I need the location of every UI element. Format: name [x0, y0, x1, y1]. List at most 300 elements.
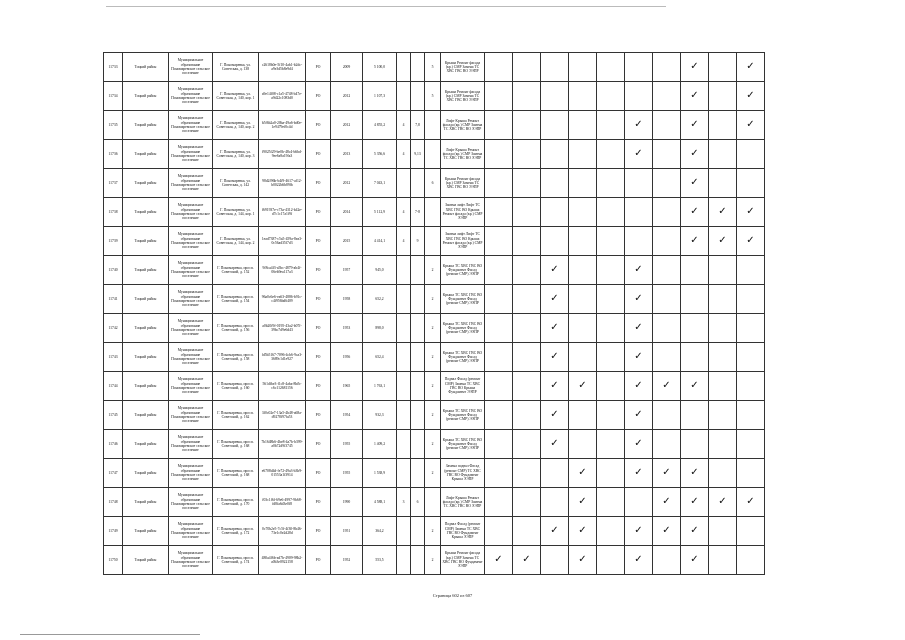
cell-area: 5 356,6	[363, 140, 397, 169]
cell-form: РО	[306, 227, 331, 256]
cell-check-9	[709, 430, 737, 459]
cell-owner: Муниципальное образование Пономаревское сельское поселение	[169, 169, 213, 198]
cell-area: 652,4	[363, 343, 397, 372]
cell-guid: 561dfbe3-f1c8-4aba-8bfb-c6c112681156	[259, 372, 306, 401]
cell-floors-range: 7,8	[411, 111, 425, 140]
cell-row-id: 11740	[104, 256, 123, 285]
cell-row-id: 11738	[104, 198, 123, 227]
check-icon: ✓	[718, 235, 727, 246]
cell-address: Г. Пономаревка, просп. Советский, д. 170	[213, 488, 259, 517]
cell-check-6	[625, 198, 653, 227]
cell-floors-range	[411, 517, 425, 546]
cell-check-9	[709, 227, 737, 256]
cell-floors: 6	[425, 169, 441, 198]
check-icon: ✓	[634, 467, 643, 478]
check-icon: ✓	[746, 90, 755, 101]
cell-area: 1 409,2	[363, 430, 397, 459]
cell-area: 1 763,1	[363, 372, 397, 401]
cell-area: 652,2	[363, 285, 397, 314]
cell-year-built: 1955	[331, 430, 363, 459]
cell-form: РО	[306, 459, 331, 488]
cell-lifts-count	[397, 53, 411, 82]
cell-check-6	[625, 111, 653, 140]
cell-address: Г. Пономаревка, ул. Советская, д. 144, кор. 1	[213, 198, 259, 227]
cell-check-1	[485, 459, 513, 488]
cell-check-3	[541, 53, 569, 82]
cell-owner: Муниципальное образование Пономаревское сельское поселение	[169, 459, 213, 488]
cell-row-id: 11742	[104, 314, 123, 343]
cell-check-10	[737, 430, 765, 459]
cell-form: РО	[306, 256, 331, 285]
check-icon: ✓	[746, 119, 755, 130]
cell-year-built: 1951	[331, 517, 363, 546]
check-icon: ✓	[662, 496, 671, 507]
cell-check-1	[485, 372, 513, 401]
cell-lifts-count: 4	[397, 111, 411, 140]
cell-work-types: Крыша ТС ХВС ГВС ВО Фундамент Фасад (ремонт СМР) ЭЭПР	[441, 430, 485, 459]
cell-check-6	[625, 546, 653, 575]
check-icon: ✓	[718, 206, 727, 217]
cell-row-id: 11744	[104, 372, 123, 401]
cell-guid: 98d2f96b-b4f9-4617-af12-b0022b6b89fb	[259, 169, 306, 198]
cell-row-id: 11748	[104, 488, 123, 517]
cell-year-built: 1957	[331, 256, 363, 285]
cell-district: Тоцкий район	[123, 227, 169, 256]
cell-check-1	[485, 256, 513, 285]
cell-owner: Муниципальное образование Пономаревское сельское поселение	[169, 546, 213, 575]
cell-check-3	[541, 111, 569, 140]
cell-check-2	[513, 285, 541, 314]
cell-check-3	[541, 198, 569, 227]
cell-check-1	[485, 198, 513, 227]
cell-district: Тоцкий район	[123, 430, 169, 459]
cell-floors-range	[411, 401, 425, 430]
table-row	[104, 401, 765, 430]
cell-check-3	[541, 285, 569, 314]
cell-form: РО	[306, 314, 331, 343]
housing-repair-table	[103, 52, 765, 575]
cell-lifts-count: 4	[397, 140, 411, 169]
cell-lifts-count	[397, 546, 411, 575]
cell-check-1	[485, 488, 513, 517]
cell-floors-range	[411, 169, 425, 198]
cell-floors: 2	[425, 401, 441, 430]
cell-check-5	[597, 343, 625, 372]
cell-check-6	[625, 169, 653, 198]
cell-check-2	[513, 459, 541, 488]
cell-check-7	[653, 169, 681, 198]
cell-floors: 5	[425, 53, 441, 82]
check-icon: ✓	[746, 61, 755, 72]
cell-check-1	[485, 517, 513, 546]
cell-area: 898,0	[363, 314, 397, 343]
cell-address: Г. Пономаревка, ул. Советская, д. 140, кор. 3	[213, 140, 259, 169]
check-icon: ✓	[578, 467, 587, 478]
cell-check-7	[653, 459, 681, 488]
cell-floors-range: 9	[411, 227, 425, 256]
check-icon: ✓	[550, 380, 559, 391]
cell-check-9	[709, 401, 737, 430]
cell-check-7	[653, 140, 681, 169]
check-icon: ✓	[634, 351, 643, 362]
cell-district: Тоцкий район	[123, 256, 169, 285]
cell-lifts-count	[397, 82, 411, 111]
check-icon: ✓	[634, 554, 643, 565]
cell-check-6	[625, 53, 653, 82]
check-icon: ✓	[550, 322, 559, 333]
check-icon: ✓	[662, 525, 671, 536]
cell-check-6	[625, 488, 653, 517]
cell-check-7	[653, 53, 681, 82]
cell-check-8	[681, 343, 709, 372]
table-row	[104, 111, 765, 140]
cell-form: РО	[306, 401, 331, 430]
cell-address: Г. Пономаревка, просп. Советский, д. 152	[213, 256, 259, 285]
cell-check-4	[569, 459, 597, 488]
cell-year-built: 1955	[331, 459, 363, 488]
cell-check-4	[569, 488, 597, 517]
cell-check-1	[485, 111, 513, 140]
cell-check-9	[709, 256, 737, 285]
cell-check-4	[569, 227, 597, 256]
cell-check-3	[541, 169, 569, 198]
cell-owner: Муниципальное образование Пономаревское сельское поселение	[169, 82, 213, 111]
cell-lifts-count	[397, 314, 411, 343]
check-icon: ✓	[662, 467, 671, 478]
cell-owner: Муниципальное образование Пономаревское сельское поселение	[169, 517, 213, 546]
cell-area: 932,3	[363, 401, 397, 430]
cell-check-4	[569, 285, 597, 314]
cell-check-9	[709, 488, 737, 517]
cell-form: РО	[306, 517, 331, 546]
cell-row-id: 11750	[104, 546, 123, 575]
check-icon: ✓	[578, 496, 587, 507]
cell-lifts-count: 4	[397, 227, 411, 256]
cell-area: 1 538,9	[363, 459, 397, 488]
table-row	[104, 53, 765, 82]
cell-work-types: Лифт Крыша Ремонт фасада (кр.) СМР Замена ТС ХВС ГВС ВО ЭЭПР	[441, 140, 485, 169]
cell-address: Г. Пономаревка, просп. Советский, д. 156	[213, 314, 259, 343]
cell-check-4	[569, 401, 597, 430]
check-icon: ✓	[634, 438, 643, 449]
cell-row-id: 11746	[104, 430, 123, 459]
cell-check-3	[541, 459, 569, 488]
cell-floors-range: 7-8	[411, 198, 425, 227]
cell-year-built: 2009	[331, 53, 363, 82]
cell-work-types: Крыша Ремонт фасада (кр.) СМР Замена ТС ХВС ГВС ВО ЭЭПР	[441, 169, 485, 198]
cell-check-5	[597, 459, 625, 488]
cell-area: 5 100,0	[363, 53, 397, 82]
cell-check-3	[541, 430, 569, 459]
check-icon: ✓	[634, 264, 643, 275]
cell-check-3	[541, 546, 569, 575]
cell-district: Тоцкий район	[123, 82, 169, 111]
cell-form: РО	[306, 140, 331, 169]
cell-form: РО	[306, 285, 331, 314]
cell-area: 1 107,3	[363, 82, 397, 111]
cell-form: РО	[306, 82, 331, 111]
cell-check-3	[541, 314, 569, 343]
cell-address: Г. Пономаревка, ул. Советская, д. 140, кор. 2	[213, 111, 259, 140]
check-icon: ✓	[494, 554, 503, 565]
cell-floors: 2	[425, 430, 441, 459]
cell-form: РО	[306, 488, 331, 517]
cell-floors-range	[411, 285, 425, 314]
cell-owner: Муниципальное образование Пономаревское сельское поселение	[169, 53, 213, 82]
cell-check-7	[653, 430, 681, 459]
cell-check-2	[513, 82, 541, 111]
cell-check-9	[709, 82, 737, 111]
cell-check-2	[513, 372, 541, 401]
cell-check-6	[625, 140, 653, 169]
cell-check-7	[653, 488, 681, 517]
check-icon: ✓	[662, 380, 671, 391]
cell-year-built: 1952	[331, 546, 363, 575]
cell-floors: 2	[425, 314, 441, 343]
cell-owner: Муниципальное образование Пономаревское сельское поселение	[169, 227, 213, 256]
cell-check-9	[709, 140, 737, 169]
cell-check-8	[681, 111, 709, 140]
cell-check-2	[513, 314, 541, 343]
cell-check-6	[625, 256, 653, 285]
check-icon: ✓	[690, 119, 699, 130]
cell-lifts-count	[397, 372, 411, 401]
cell-year-built: 1953	[331, 314, 363, 343]
table-body	[104, 53, 765, 575]
cell-check-9	[709, 546, 737, 575]
cell-form: РО	[306, 343, 331, 372]
table-row	[104, 488, 765, 517]
cell-address: Г. Пономаревка, ул. Советская, д. 144, кор. 2	[213, 227, 259, 256]
check-icon: ✓	[746, 496, 755, 507]
cell-owner: Муниципальное образование Пономаревское сельское поселение	[169, 401, 213, 430]
cell-check-4	[569, 82, 597, 111]
cell-check-4	[569, 53, 597, 82]
cell-form: РО	[306, 169, 331, 198]
cell-address: Г. Пономаревка, ул. Советская, д. 142	[213, 169, 259, 198]
check-icon: ✓	[690, 496, 699, 507]
cell-check-8	[681, 82, 709, 111]
cell-check-9	[709, 169, 737, 198]
cell-guid: c2618b0e-5f10-4ab1-b2dc-a9e3d5b8e9d4	[259, 53, 306, 82]
cell-check-10	[737, 256, 765, 285]
cell-check-6	[625, 459, 653, 488]
cell-check-7	[653, 517, 681, 546]
cell-check-8	[681, 198, 709, 227]
check-icon: ✓	[746, 235, 755, 246]
cell-address: Г. Пономаревка, просп. Советский, д. 160	[213, 372, 259, 401]
cell-check-6	[625, 430, 653, 459]
cell-check-8	[681, 140, 709, 169]
cell-check-2	[513, 53, 541, 82]
cell-lifts-count	[397, 517, 411, 546]
cell-owner: Муниципальное образование Пономаревское сельское поселение	[169, 372, 213, 401]
cell-check-2	[513, 227, 541, 256]
cell-area: 4 414,1	[363, 227, 397, 256]
cell-work-types: Крыша Ремонт фасада (кр.) СМР Замена ТС ХВС ГВС ВО ЭЭПР	[441, 82, 485, 111]
cell-check-1	[485, 343, 513, 372]
cell-check-8	[681, 546, 709, 575]
cell-row-id: 11736	[104, 140, 123, 169]
cell-check-9	[709, 517, 737, 546]
cell-check-6	[625, 343, 653, 372]
check-icon: ✓	[690, 177, 699, 188]
cell-row-id: 11747	[104, 459, 123, 488]
cell-check-7	[653, 256, 681, 285]
cell-check-7	[653, 111, 681, 140]
cell-check-9	[709, 285, 737, 314]
cell-check-10	[737, 198, 765, 227]
cell-check-10	[737, 546, 765, 575]
cell-check-7	[653, 82, 681, 111]
cell-check-9	[709, 343, 737, 372]
cell-check-10	[737, 517, 765, 546]
cell-floors-range	[411, 372, 425, 401]
cell-check-8	[681, 488, 709, 517]
cell-check-1	[485, 53, 513, 82]
cell-address: Г. Пономаревка, просп. Советский, д. 154	[213, 285, 259, 314]
cell-check-4	[569, 546, 597, 575]
cell-check-5	[597, 430, 625, 459]
cell-row-id: 11733	[104, 53, 123, 82]
cell-district: Тоцкий район	[123, 459, 169, 488]
check-icon: ✓	[634, 525, 643, 536]
cell-guid: a9e14f08-c1a5-4748-b47e-a9d22c1083d0	[259, 82, 306, 111]
cell-row-id: 11741	[104, 285, 123, 314]
cell-area: 945,0	[363, 256, 397, 285]
check-icon: ✓	[690, 525, 699, 536]
cell-area: 7 043,1	[363, 169, 397, 198]
cell-check-10	[737, 372, 765, 401]
cell-district: Тоцкий район	[123, 285, 169, 314]
cell-row-id: 11737	[104, 169, 123, 198]
cell-check-3	[541, 343, 569, 372]
cell-floors-range: 6	[411, 488, 425, 517]
cell-address: Г. Пономаревка, просп. Советский, д. 174	[213, 546, 259, 575]
cell-check-2	[513, 111, 541, 140]
cell-check-3	[541, 488, 569, 517]
cell-check-7	[653, 401, 681, 430]
cell-address: Г. Пономаревка, просп. Советский, д. 158	[213, 343, 259, 372]
cell-owner: Муниципальное образование Пономаревское сельское поселение	[169, 343, 213, 372]
cell-lifts-count	[397, 169, 411, 198]
cell-floors: 2	[425, 256, 441, 285]
cell-check-5	[597, 314, 625, 343]
cell-check-4	[569, 256, 597, 285]
cell-district: Тоцкий район	[123, 401, 169, 430]
table-row	[104, 314, 765, 343]
check-icon: ✓	[690, 61, 699, 72]
cell-floors-range	[411, 53, 425, 82]
check-icon: ✓	[550, 409, 559, 420]
scan-mark-top	[106, 6, 666, 7]
cell-district: Тоцкий район	[123, 314, 169, 343]
table-row	[104, 343, 765, 372]
cell-floors-range	[411, 546, 425, 575]
cell-check-6	[625, 285, 653, 314]
cell-owner: Муниципальное образование Пономаревское сельское поселение	[169, 488, 213, 517]
check-icon: ✓	[746, 206, 755, 217]
cell-district: Тоцкий район	[123, 53, 169, 82]
cell-check-7	[653, 372, 681, 401]
cell-check-2	[513, 430, 541, 459]
cell-check-7	[653, 546, 681, 575]
cell-year-built: 1990	[331, 488, 363, 517]
cell-guid: f03c1f6f-69e6-4997-9b68-fd8fa6d3e0f8	[259, 488, 306, 517]
check-icon: ✓	[718, 496, 727, 507]
cell-check-10	[737, 343, 765, 372]
cell-check-6	[625, 314, 653, 343]
cell-owner: Муниципальное образование Пономаревское сельское поселение	[169, 140, 213, 169]
check-icon: ✓	[690, 206, 699, 217]
cell-guid: fd5b5167-7096-4cb6-9ca3-3689c1d1e927	[259, 343, 306, 372]
cell-district: Тоцкий район	[123, 111, 169, 140]
cell-check-8	[681, 517, 709, 546]
cell-check-1	[485, 140, 513, 169]
cell-lifts-count	[397, 343, 411, 372]
cell-check-9	[709, 314, 737, 343]
check-icon: ✓	[634, 148, 643, 159]
check-icon: ✓	[690, 554, 699, 565]
cell-address: Г. Пономаревка, просп. Советский, д. 168	[213, 430, 259, 459]
cell-floors	[425, 111, 441, 140]
cell-row-id: 11745	[104, 401, 123, 430]
cell-year-built: 2012	[331, 169, 363, 198]
cell-check-10	[737, 227, 765, 256]
cell-lifts-count	[397, 285, 411, 314]
cell-floors: 2	[425, 459, 441, 488]
check-icon: ✓	[690, 467, 699, 478]
table-row	[104, 459, 765, 488]
cell-floors: 5	[425, 82, 441, 111]
cell-check-3	[541, 372, 569, 401]
cell-owner: Муниципальное образование Пономаревское сельское поселение	[169, 198, 213, 227]
cell-floors	[425, 488, 441, 517]
cell-check-2	[513, 546, 541, 575]
cell-check-6	[625, 517, 653, 546]
cell-district: Тоцкий район	[123, 546, 169, 575]
check-icon: ✓	[578, 380, 587, 391]
cell-form: РО	[306, 53, 331, 82]
check-icon: ✓	[578, 525, 587, 536]
cell-owner: Муниципальное образование Пономаревское сельское поселение	[169, 111, 213, 140]
cell-check-8	[681, 314, 709, 343]
cell-row-id: 11734	[104, 82, 123, 111]
cell-check-6	[625, 372, 653, 401]
check-icon: ✓	[634, 409, 643, 420]
cell-check-6	[625, 401, 653, 430]
cell-check-7	[653, 343, 681, 372]
cell-check-4	[569, 517, 597, 546]
cell-guid: a0b20f9f-0195-43a2-b07f-39bc7d9e6d43	[259, 314, 306, 343]
cell-work-types: Лифт Крыша Ремонт фасада (кр.) СМР Замена ТС ХВС ГВС ВО ЭЭПР	[441, 111, 485, 140]
cell-floors	[425, 140, 441, 169]
cell-work-types: Крыша ТС ХВС ГВС ВО Фундамент Фасад (ремонт СМР) ЭЭПР	[441, 314, 485, 343]
cell-row-id: 11739	[104, 227, 123, 256]
cell-guid: 7b1648b6-4be8-4a7b-b399-a0b72d9f3745	[259, 430, 306, 459]
cell-check-6	[625, 82, 653, 111]
cell-check-9	[709, 372, 737, 401]
cell-check-5	[597, 227, 625, 256]
cell-check-10	[737, 459, 765, 488]
check-icon: ✓	[550, 351, 559, 362]
cell-row-id: 11735	[104, 111, 123, 140]
cell-work-types: Подвал Фасад (ремонт СМР) Замена ТС ХВС ГВС ВО Фундамент Крыша ЭЭПР	[441, 517, 485, 546]
table-row	[104, 256, 765, 285]
page-footer: Страница 602 из 607	[432, 593, 473, 598]
check-icon: ✓	[550, 264, 559, 275]
cell-check-8	[681, 53, 709, 82]
